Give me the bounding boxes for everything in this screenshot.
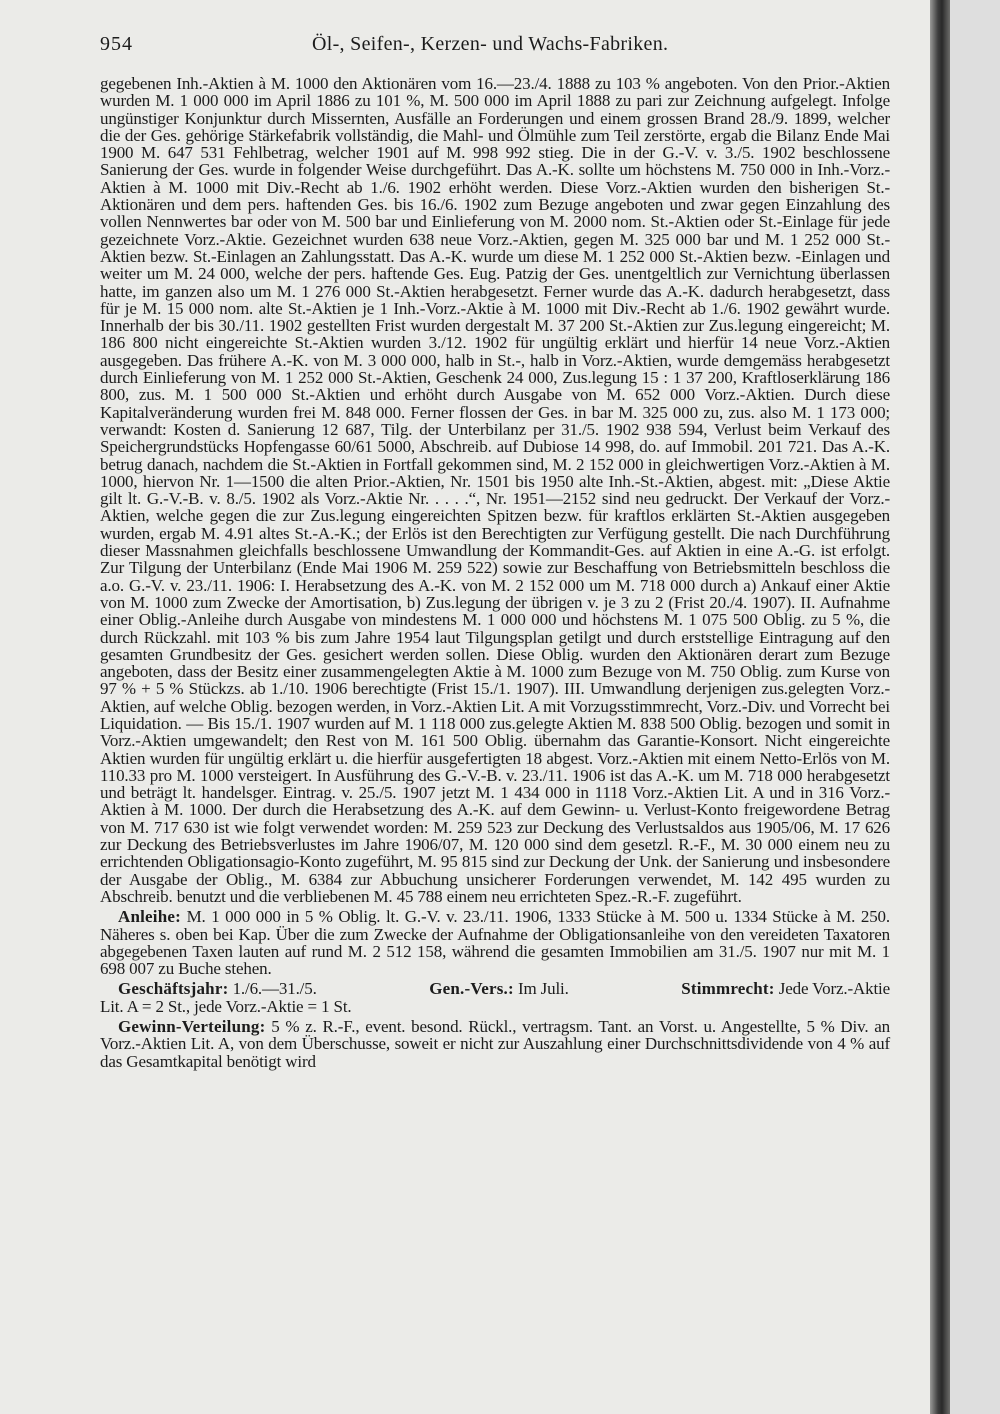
stimmrecht-entry <box>663 980 890 997</box>
stimmrecht-value: Jede Vorz.-Aktie <box>778 979 890 999</box>
generalversammlung-entry <box>411 980 569 997</box>
geschaeftsjahr-value: 1./6.—31./5. <box>232 979 317 999</box>
geschaeftsjahr-label: Geschäftsjahr: <box>118 979 229 999</box>
info-line <box>100 980 890 997</box>
generalversammlung-value: Im Juli. <box>517 979 569 999</box>
gewinn-verteilung-text: 5 % z. R.-F., event. besond. Rückl., vertragsm. Tant. an Vorst. u. Angestellte, 5 % Div. an Vorz.-Aktien Lit. A, von dem Überschusse, soweit er nicht zur Auszahlung einer Durchschnittsdividende von 4 % auf das Gesamtkapital benötigt wird <box>100 1017 890 1071</box>
anleihe-text: M. 1 000 000 in 5 % Oblig. lt. G.-V. v. 23./11. 1906, 1333 Stücke à M. 500 u. 1334 Stücke à M. 250. Näheres s. oben bei Kap. Über die zum Zwecke der Aufnahme der Obligationsanleihe von den vereideten Taxatoren abgegebenen Taxen lauten auf rund M. 2 512 158, während die gesamten Immobilien am 31./5. 1907 nur mit M. 1 698 007 zu Buche stehen. <box>100 907 890 979</box>
generalversammlung-label: Gen.-Vers.: <box>429 979 514 999</box>
stimmrecht-continuation: Lit. A = 2 St., jede Vorz.-Aktie = 1 St. <box>100 996 352 1016</box>
gewinn-verteilung-paragraph <box>100 1018 890 1070</box>
book-gutter <box>930 0 950 1414</box>
main-paragraph: gegebenen Inh.-Aktien à M. 1000 den Aktionären vom 16.—23./4. 1888 zu 103 % angeboten. Von den Prior.-Aktien wurden M. 1 000 000 im April 1886 zu 101 %, M. 500 000 im April 1888 zu pari zur Zeichnung aufgelegt. Infolge ungünstiger Konjunktur durch Missernten, Ausfälle an Forderungen und einem grossen Brand 28./9. 1899, welcher die der Ges. gehörige Stärkefabrik vollständig, die Mahl- und Ölmühle zum Teil zerstörte, ergab die Bilanz Ende Mai 1900 M. 647 531 Fehlbetrag, welcher 1901 auf M. 998 992 stieg. Die in der G.-V. v. 3./5. 1902 beschlossene Sanierung der Ges. wurde in folgender Weise durchgeführt. Das A.-K. sollte um höchstens M. 750 000 in Inh.-Vorz.-Aktien à M. 1000 mit Div.-Recht ab 1./6. 1902 erhöht werden. Diese Vorz.-Aktien wurden den bisherigen St.-Aktionären und dem pers. haftenden Ges. bis 16./6. 1902 zum Bezuge angeboten und zwar gegen Einzahlung des vollen Nennwertes bar oder von M. 500 bar und Einlieferung von M. 2000 nom. St.-Aktien oder St.-Einlage für jede gezeichnete Vorz.-Aktie. Gezeichnet wurden 638 neue Vorz.-Aktien, gegen M. 325 000 bar und M. 1 252 000 St.-Aktien bezw. St.-Einlagen an Zahlungsstatt. Das A.-K. wurde um diese M. 1 252 000 St.-Aktien bezw. -Einlagen und weiter um M. 24 000, welche der pers. haftende Ges. Eug. Patzig der Ges. unentgeltlich zur Vernichtung überlassen hatte, im ganzen also um M. 1 276 000 St.-Aktien herabgesetzt. Ferner wurde das A.-K. dadurch herabgesetzt, dass für je M. 15 000 nom. alte St.-Aktien je 1 Inh.-Vorz.-Aktie à M. 1000 mit Div.-Recht ab 1./6. 1902 gewährt wurde. Innerhalb der bis 30./11. 1902 gestellten Frist wurden dergestalt M. 37 200 St.-Aktien zur Zus.legung eingereicht; M. 186 800 nicht eingereichte St.-Aktien wurden 3./12. 1902 für ungültig erklärt und hierfür 14 neue Vorz.-Aktien ausgegeben. Das frühere A.-K. von M. 3 000 000, halb in St.-, halb in Vorz.-Aktien, wurde demgemäss herabgesetzt durch Einlieferung von M. 1 252 000 St.-Aktien, Geschenk 24 000, Zus.legung 15 : 1 37 200, Kraftloserklärung 186 800, zus. M. 1 500 000 St.-Aktien und erhöht durch Ausgabe von M. 652 000 Vorz.-Aktien. Durch diese Kapitalveränderung wurden frei M. 848 000. Ferner flossen der Ges. in bar M. 325 000 zu, zus. also M. 1 173 000; verwandt: Kosten d. Sanierung 12 687, Tilg. der Unterbilanz per 31./5. 1902 938 594, Verlust beim Verkauf des Speichergrundstücks Hopfengasse 60/61 5000, Abschreib. auf Dubiose 14 998, do. auf Immobil. 201 721. Das A.-K. betrug danach, nachdem die St.-Aktien in Fortfall gekommen sind, M. 2 152 000 in gleichwertigen Vorz.-Aktien à M. 1000, hiervon Nr. 1—1500 die alten Prior.-Aktien, Nr. 1501 bis 1950 alte Inh.-St.-Aktien, abgest. mit: „Diese Aktie gilt lt. G.-V.-B. v. 8./5. 1902 als Vorz.-Aktie Nr. . . . .“, Nr. 1951—2152 sind neu gedruckt. Der Verkauf der Vorz.-Aktien, welche gegen die zur Zus.legung eingereichten Spitzen bezw. für kraftlos erklärten St.-Aktien ausgegeben wurden, ergab M. 4.91 altes St.-A.-K.; der Erlös ist den Berechtigten zur Verfügung gestellt. Die nach Durchführung dieser Massnahmen gleichfalls beschlossene Umwandlung der Kommandit-Ges. auf Aktien in eine A.-G. ist erfolgt. Zur Tilgung der Unterbilanz (Ende Mai 1906 M. 259 522) sowie zur Beschaffung von Betriebsmitteln beschloss die a.o. G.-V. v. 23./11. 1906: I. Herabsetzung des A.-K. von M. 2 152 000 um M. 718 000 durch a) Ankauf einer Aktie von M. 1000 zum Zwecke der Amortisation, b) Zus.legung der übrigen v. je 3 zu 2 (Frist 20./4. 1907). II. Aufnahme einer Oblig.-Anleihe durch Ausgabe von mindestens M. 1 000 000 und höchstens M. 1 075 500 Oblig. zu 5 %, die durch Rückzahl. mit 103 % bis zum Jahre 1954 laut Tilgungsplan getilgt und durch erststellige Eintragung auf den gesamten Grundbesitz der Ges. gesichert werden sollen. Diese Oblig. wurden den Aktionären derart zum Bezuge angeboten, dass der Besitz einer zusammengelegten Aktie à M. 1000 zum Bezuge von M. 750 Oblig. zum Kurse von 97 % + 5 % Stückzs. ab 1./10. 1906 berechtigte (Frist 15./1. 1907). III. Umwandlung derjenigen zus.gelegten Vorz.-Aktien, auf welche Oblig. bezogen werden, in Vorz.-Aktien Lit. A mit Vorzugsstimmrecht, Vorz.-Div. und Vorrecht bei Liquidation. — Bis 15./1. 1907 wurden auf M. 1 118 000 zus.gelegte Aktien M. 838 500 Oblig. bezogen und somit in Vorz.-Aktien umgewandelt; den Rest von M. 161 500 Oblig. übernahm das Garantie-Konsort. Nicht eingereichte Aktien wurden für ungültig erklärt u. die hierfür ausgefertigten 18 abgest. Vorz.-Aktien mit einem Netto-Erlös von M. 110.33 pro M. 1000 versteigert. In Ausführung des G.-V.-B. v. 23./11. 1906 ist das A.-K. um M. 718 000 herabgesetzt und beträgt lt. handelsger. Eintrag. v. 25./5. 1907 jetzt M. 1 434 000 in 1118 Vorz.-Aktien Lit. A und in 316 Vorz.-Aktien à M. 1000. Der durch die Herabsetzung des A.-K. auf dem Gewinn- u. Verlust-Konto freigewordene Betrag von M. 717 630 ist wie folgt verwendet worden: M. 259 523 zur Deckung des Verlustsaldos aus 1905/06, M. 17 626 zur Deckung des Betriebsverlustes im Jahre 1906/07, M. 120 000 sind dem gesetzl. R.-F., M. 30 000 einem neu zu errichtenden Obligationsagio-Konto zugeführt, M. 95 815 sind zur Deckung der Unk. der Sanierung und insbesondere der Ausgabe der Oblig., M. 6384 zur Abbuchung unsicherer Forderungen verwendet, M. 142 495 wurden zu Abschreib. benutzt und die verbliebenen M. 45 788 einem neu errichteten Spez.-R.-F. zugeführt. <box>100 74 890 906</box>
adjacent-page-edge <box>950 0 1000 1414</box>
page-number: 954 <box>100 33 133 55</box>
anleihe-paragraph <box>100 908 890 977</box>
anleihe-label: Anleihe: <box>118 907 181 927</box>
geschaeftsjahr-entry <box>100 980 317 997</box>
running-title: Öl-, Seifen-, Kerzen- und Wachs-Fabriken. <box>312 33 669 55</box>
gewinn-verteilung-label: Gewinn-Verteilung: <box>118 1017 266 1037</box>
body-text <box>100 75 890 1070</box>
stimmrecht-label: Stimmrecht: <box>681 979 775 999</box>
page-header <box>100 33 890 59</box>
